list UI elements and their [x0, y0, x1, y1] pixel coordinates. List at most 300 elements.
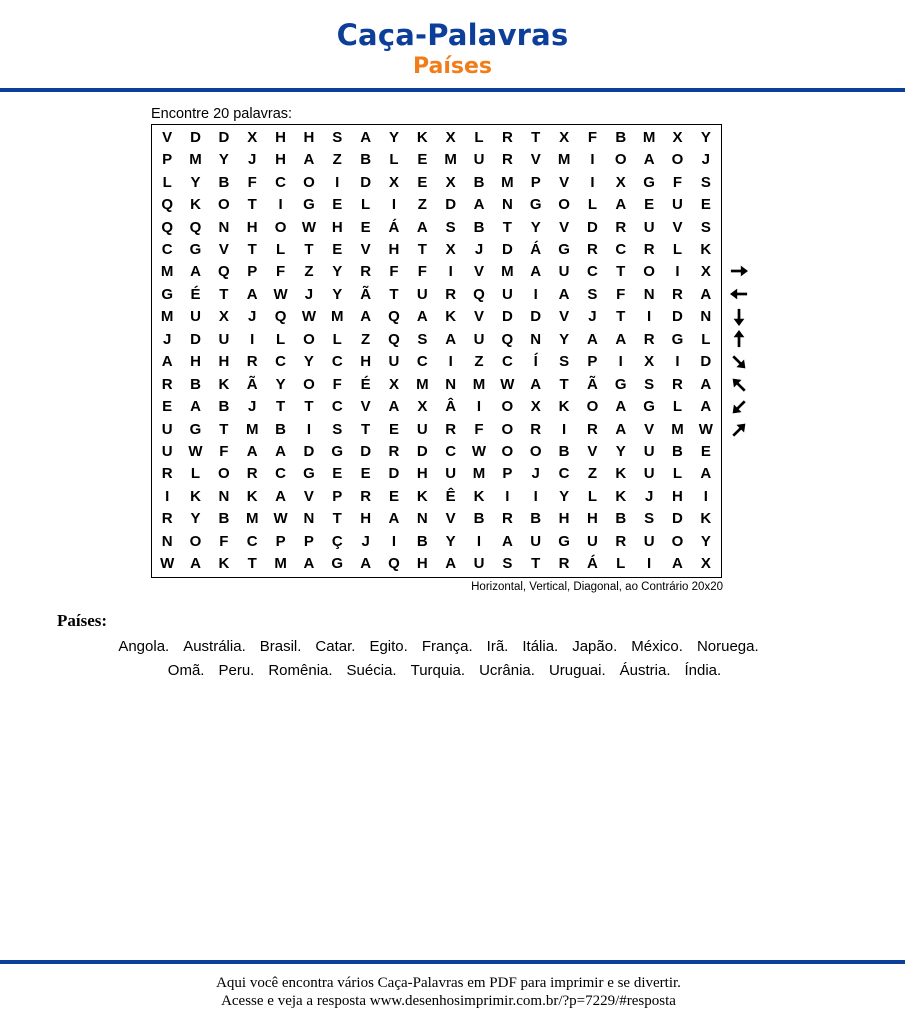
grid-cell: N	[416, 510, 428, 528]
grid-cell: J	[248, 308, 257, 326]
grid-cell: M	[472, 375, 486, 393]
grid-cell: A	[360, 308, 372, 326]
grid-cell: I	[165, 487, 170, 505]
bottom-divider	[0, 960, 905, 964]
grid-cell: J	[304, 285, 314, 303]
grid-cell: U	[388, 353, 400, 371]
grid-cell: O	[501, 420, 514, 438]
grid-cell: L	[190, 465, 201, 483]
grid-cell: R	[587, 420, 598, 438]
grid-cell: W	[301, 218, 316, 236]
grid-cell: C	[587, 263, 598, 281]
grid-cell: L	[672, 398, 683, 416]
grid-cell: B	[416, 532, 428, 550]
grid-cell: Q	[388, 555, 400, 573]
grid-cell: H	[275, 151, 286, 169]
grid-cell: A	[672, 555, 683, 573]
grid-cell: U	[473, 330, 485, 348]
grid-cell: S	[445, 218, 456, 236]
grid-cell: X	[445, 240, 456, 258]
grid-cell: N	[161, 532, 173, 550]
grid-cell: H	[416, 555, 428, 573]
grid-cell: G	[331, 555, 344, 573]
grid-cell: U	[161, 443, 173, 461]
grid-cell: S	[559, 353, 570, 371]
grid-cell: I	[675, 353, 680, 371]
word-list-item: Suécia.	[346, 662, 397, 679]
grid-cell: V	[303, 487, 314, 505]
grid-cell: D	[360, 173, 372, 191]
grid-cell: O	[643, 263, 655, 281]
grid-cell: A	[161, 353, 173, 371]
grid-cell: D	[530, 308, 542, 326]
grid-cell: H	[190, 353, 201, 371]
grid-cell: D	[218, 128, 230, 146]
grid-cell: R	[246, 465, 258, 483]
grid-cell: R	[587, 240, 598, 258]
grid-cell: A	[275, 443, 286, 461]
grid-cell: R	[445, 420, 457, 438]
grid-cell: D	[501, 240, 513, 258]
grid-cell: W	[188, 443, 203, 461]
grid-cell: A	[388, 398, 400, 416]
grid-cell: Q	[473, 285, 485, 303]
grid-cell: I	[448, 263, 453, 281]
grid-cell: L	[275, 330, 286, 348]
grid-cell: U	[643, 218, 655, 236]
grid-cell: B	[615, 128, 627, 146]
grid-cell: T	[502, 218, 512, 236]
grid-cell: Ç	[331, 532, 343, 550]
grid-cell: Á	[587, 555, 598, 573]
grid-cell: V	[672, 218, 683, 236]
grid-cell: B	[615, 510, 627, 528]
grid-cell: P	[502, 465, 513, 483]
grid-cell: L	[616, 555, 626, 573]
grid-cell: O	[303, 330, 315, 348]
grid-cell: E	[644, 196, 655, 214]
grid-cell: A	[445, 330, 457, 348]
grid-cell: R	[161, 465, 173, 483]
grid-cell: P	[332, 487, 343, 505]
word-list-item: Itália.	[522, 638, 559, 655]
grid-cell: W	[160, 555, 175, 573]
grid-cell: X	[417, 398, 428, 416]
grid-cell: L	[672, 465, 683, 483]
grid-cell: S	[332, 420, 343, 438]
grid-cell: X	[615, 173, 626, 191]
grid-cell: I	[533, 285, 538, 303]
grid-cell: A	[643, 151, 655, 169]
grid-cell: A	[246, 285, 258, 303]
arrow-up-icon	[726, 328, 752, 351]
grid-cell: H	[416, 465, 428, 483]
grid-cell: N	[643, 285, 655, 303]
grid-cell: U	[558, 263, 570, 281]
grid-cell: Z	[474, 353, 484, 371]
grid-cell: I	[476, 532, 482, 550]
grid-cell: M	[331, 308, 344, 326]
grid-cell: C	[161, 240, 173, 258]
grid-cell: M	[501, 173, 514, 191]
grid-cell: H	[218, 353, 230, 371]
grid-cell: E	[332, 240, 343, 258]
grid-cell: L	[162, 173, 172, 191]
grid-cell: M	[189, 151, 202, 169]
grid-cell: Y	[275, 375, 286, 393]
grid-cell: I	[675, 263, 680, 281]
grid-cell: P	[162, 151, 173, 169]
grid-cell: T	[332, 510, 342, 528]
grid-cell: A	[360, 555, 372, 573]
grid-cell: T	[275, 398, 286, 416]
grid-cell: R	[161, 510, 173, 528]
grid-cell: U	[587, 532, 598, 550]
grid-cell: F	[275, 263, 286, 281]
grid-cell: D	[587, 218, 598, 236]
grid-cell: Y	[190, 510, 201, 528]
puzzle-instruction: Encontre 20 palavras:	[151, 106, 293, 122]
page-subtitle: Países	[412, 54, 493, 79]
grid-cell: U	[643, 465, 655, 483]
grid-cell: V	[162, 128, 173, 146]
grid-cell: W	[301, 308, 316, 326]
grid-cell: E	[417, 151, 428, 169]
grid-cell: M	[642, 128, 656, 146]
grid-cell: D	[303, 443, 315, 461]
grid-cell: U	[445, 465, 457, 483]
grid-cell: G	[614, 375, 627, 393]
grid-cell: G	[529, 196, 542, 214]
grid-cell: R	[388, 443, 400, 461]
grid-cell: R	[360, 487, 372, 505]
grid-cell: Y	[445, 532, 456, 550]
word-list-item: Ucrânia.	[479, 662, 535, 679]
grid-cell: K	[218, 555, 230, 573]
grid-cell: T	[559, 375, 569, 393]
grid-cell: B	[218, 173, 230, 191]
grid-cell: F	[219, 532, 229, 550]
grid-cell: D	[190, 128, 201, 146]
grid-cell: W	[471, 443, 487, 461]
direction-legend	[726, 260, 754, 442]
grid-cell: T	[531, 555, 541, 573]
grid-cell: O	[501, 398, 514, 416]
grid-cell: I	[250, 330, 255, 348]
grid-cell: N	[303, 510, 315, 528]
grid-cell: G	[331, 443, 344, 461]
grid-cell: A	[388, 510, 400, 528]
grid-cell: A	[700, 285, 712, 303]
grid-cell: S	[700, 218, 711, 236]
grid-cell: T	[219, 285, 229, 303]
grid-cell: V	[360, 240, 371, 258]
grid-cell: F	[332, 375, 342, 393]
page-title: Caça-Palavras	[336, 18, 569, 52]
grid-cell: T	[247, 196, 257, 214]
grid-cell: H	[331, 218, 343, 236]
grid-cell: I	[618, 353, 623, 371]
grid-cell: Q	[388, 330, 400, 348]
grid-cell: H	[388, 240, 400, 258]
grid-cell: Y	[559, 330, 570, 348]
word-list-item: Angola.	[118, 638, 170, 655]
grid-cell: V	[360, 398, 371, 416]
arrow-left-icon	[726, 283, 752, 306]
grid-cell: K	[416, 128, 428, 146]
grid-cell: O	[218, 196, 230, 214]
word-list-item: Brasil.	[259, 638, 302, 655]
grid-cell: B	[530, 510, 542, 528]
grid-cell: K	[473, 487, 485, 505]
word-list-item: Romênia.	[268, 662, 333, 679]
grid-cell: C	[275, 353, 286, 371]
grid-cell: M	[416, 375, 429, 393]
grid-cell: I	[278, 196, 283, 214]
grid-cell: N	[700, 308, 712, 326]
grid-cell: Q	[388, 308, 400, 326]
grid-cell: E	[700, 196, 711, 214]
grid-cell: D	[445, 196, 457, 214]
grid-cell: O	[189, 532, 202, 550]
grid-cell: B	[672, 443, 683, 461]
grid-cell: C	[331, 353, 343, 371]
word-list-item: Irã.	[486, 638, 509, 655]
grid-cell: T	[389, 285, 399, 303]
grid-cell: F	[587, 128, 597, 146]
grid-cell: J	[531, 465, 540, 483]
grid-cell: A	[190, 398, 201, 416]
grid-cell: É	[360, 375, 371, 393]
grid-cell: C	[615, 240, 627, 258]
grid-cell: C	[501, 353, 513, 371]
grid-cell: N	[218, 218, 230, 236]
grid-cell: Y	[332, 263, 343, 281]
grid-cell: G	[303, 196, 315, 214]
word-list-row-1	[0, 638, 891, 655]
word-list-item: Índia.	[684, 662, 722, 679]
grid-cell: X	[218, 308, 229, 326]
grid-cell: O	[558, 196, 570, 214]
grid-cell: Y	[303, 353, 314, 371]
grid-cell: J	[248, 151, 257, 169]
grid-cell: W	[273, 285, 288, 303]
grid-cell: K	[615, 465, 627, 483]
grid-cell: T	[616, 263, 626, 281]
grid-cell: M	[671, 420, 684, 438]
grid-cell: J	[588, 308, 597, 326]
grid-cell: U	[672, 196, 683, 214]
grid-cell: C	[558, 465, 570, 483]
grid-cell: D	[501, 308, 513, 326]
grid-cell: R	[672, 375, 683, 393]
grid-cell: Y	[530, 218, 541, 236]
grid-cell: R	[615, 218, 627, 236]
grid-cell: V	[644, 420, 655, 438]
grid-cell: Á	[530, 240, 542, 258]
grid-cell: A	[473, 196, 485, 214]
grid-cell: X	[559, 128, 570, 146]
grid-cell: O	[529, 443, 542, 461]
grid-cell: I	[533, 487, 538, 505]
footer-text: Aqui você encontra vários Caça-Palavras em PDF para imprimir e se divertir.	[216, 975, 681, 991]
grid-cell: R	[501, 128, 513, 146]
grid-cell: X	[445, 173, 456, 191]
arrow-down-left-icon	[726, 396, 752, 419]
grid-cell: R	[558, 555, 570, 573]
grid-cell: A	[530, 263, 542, 281]
grid-cell: A	[700, 465, 712, 483]
grid-cell: F	[247, 173, 257, 191]
grid-cell: X	[445, 128, 456, 146]
grid-cell: C	[445, 443, 457, 461]
grid-cell: E	[388, 487, 399, 505]
grid-cell: D	[416, 443, 428, 461]
grid-cell: A	[615, 398, 627, 416]
grid-cell: W	[273, 510, 288, 528]
grid-cell: I	[647, 555, 652, 573]
grid-cell: K	[700, 240, 712, 258]
grid-cell: B	[473, 173, 485, 191]
grid-cell: C	[331, 398, 343, 416]
grid-cell: C	[275, 173, 286, 191]
grid-cell: P	[303, 532, 314, 550]
word-list-item: Noruega.	[696, 638, 759, 655]
grid-cell: L	[672, 240, 683, 258]
grid-cell: A	[615, 420, 627, 438]
grid-cell: E	[332, 196, 343, 214]
grid-cell: C	[275, 465, 286, 483]
grid-cell: I	[590, 173, 595, 191]
grid-cell: L	[332, 330, 342, 348]
arrow-down-icon	[726, 305, 752, 328]
word-list-item: Catar.	[315, 638, 356, 655]
grid-cell: I	[391, 532, 397, 550]
grid-cell: Y	[332, 285, 343, 303]
grid-cell: H	[672, 487, 683, 505]
grid-cell: L	[389, 151, 399, 169]
grid-cell: X	[644, 353, 655, 371]
grid-cell: A	[558, 285, 570, 303]
grid-cell: I	[335, 173, 340, 191]
grid-cell: G	[303, 465, 315, 483]
grid-cell: E	[417, 173, 428, 191]
grid-cell: A	[416, 218, 428, 236]
word-list-item: Peru.	[218, 662, 255, 679]
grid-cell: Z	[332, 151, 342, 169]
grid-cell: D	[672, 308, 683, 326]
grid-cell: K	[218, 375, 230, 393]
grid-cell: K	[445, 308, 457, 326]
grid-cell: D	[190, 330, 201, 348]
grid-cell: A	[530, 375, 542, 393]
grid-cell: A	[587, 330, 598, 348]
grid-cell: J	[474, 240, 484, 258]
grid-cell: A	[501, 532, 513, 550]
grid-cell: N	[530, 330, 542, 348]
grid-cell: É	[190, 285, 201, 303]
grid-cell: A	[700, 375, 712, 393]
grid-cell: D	[700, 353, 712, 371]
grid-cell: S	[332, 128, 343, 146]
grid-cell: A	[700, 398, 712, 416]
grid-cell: L	[587, 487, 597, 505]
grid-cell: E	[360, 465, 371, 483]
grid-cell: R	[445, 285, 457, 303]
grid-cell: U	[643, 532, 655, 550]
grid-cell: Y	[700, 128, 711, 146]
grid-cell: I	[590, 151, 595, 169]
grid-cell: I	[561, 420, 567, 438]
grid-cell: Y	[190, 173, 201, 191]
grid-cell: Ã	[587, 375, 598, 393]
grid-cell: Z	[361, 330, 371, 348]
grid-cell: D	[388, 465, 400, 483]
grid-cell: W	[500, 375, 515, 393]
grid-cell: J	[644, 487, 654, 505]
grid-cell: W	[698, 420, 713, 438]
word-list-item: Turquia.	[410, 662, 466, 679]
grid-cell: Y	[559, 487, 570, 505]
grid-cell: G	[189, 420, 202, 438]
grid-cell: V	[218, 240, 229, 258]
grid-cell: A	[615, 330, 627, 348]
grid-cell: V	[474, 308, 485, 326]
word-list-row-2	[0, 662, 897, 679]
grid-cell: G	[558, 240, 570, 258]
grid-cell: Y	[615, 443, 626, 461]
grid-cell: I	[306, 420, 311, 438]
grid-cell: E	[332, 465, 343, 483]
grid-cell: E	[162, 398, 173, 416]
grid-cell: S	[417, 330, 428, 348]
grid-cell: R	[530, 420, 542, 438]
top-divider	[0, 88, 905, 92]
grid-cell: Á	[388, 218, 400, 236]
grid-cell: X	[700, 263, 711, 281]
grid-cell: T	[304, 398, 314, 416]
grid-cell: X	[530, 398, 541, 416]
grid-cell: I	[391, 196, 397, 214]
word-list-item: Austrália.	[183, 638, 246, 655]
grid-cell: G	[161, 285, 173, 303]
grid-cell: A	[246, 443, 258, 461]
grid-cell: V	[530, 151, 541, 169]
grid-cell: Ã	[360, 285, 372, 303]
grid-cell: O	[586, 398, 599, 416]
grid-cell: C	[416, 353, 428, 371]
puzzle-directions: Horizontal, Vertical, Diagonal, ao Contrário 20x20	[471, 581, 723, 593]
grid-cell: V	[474, 263, 485, 281]
grid-cell: G	[671, 330, 684, 348]
word-list-item: França.	[421, 638, 473, 655]
grid-cell: U	[501, 285, 513, 303]
grid-cell: Q	[189, 218, 202, 236]
grid-cell: M	[245, 510, 259, 528]
grid-cell: U	[473, 151, 485, 169]
grid-cell: Z	[417, 196, 427, 214]
grid-cell: V	[559, 218, 570, 236]
grid-cell: O	[614, 151, 627, 169]
grid-cell: V	[587, 443, 598, 461]
grid-cell: T	[616, 308, 626, 326]
grid-cell: Z	[304, 263, 314, 281]
grid-cell: O	[303, 375, 315, 393]
grid-cell: P	[587, 353, 598, 371]
grid-cell: U	[530, 532, 542, 550]
grid-cell: B	[558, 443, 570, 461]
grid-cell: R	[360, 263, 372, 281]
